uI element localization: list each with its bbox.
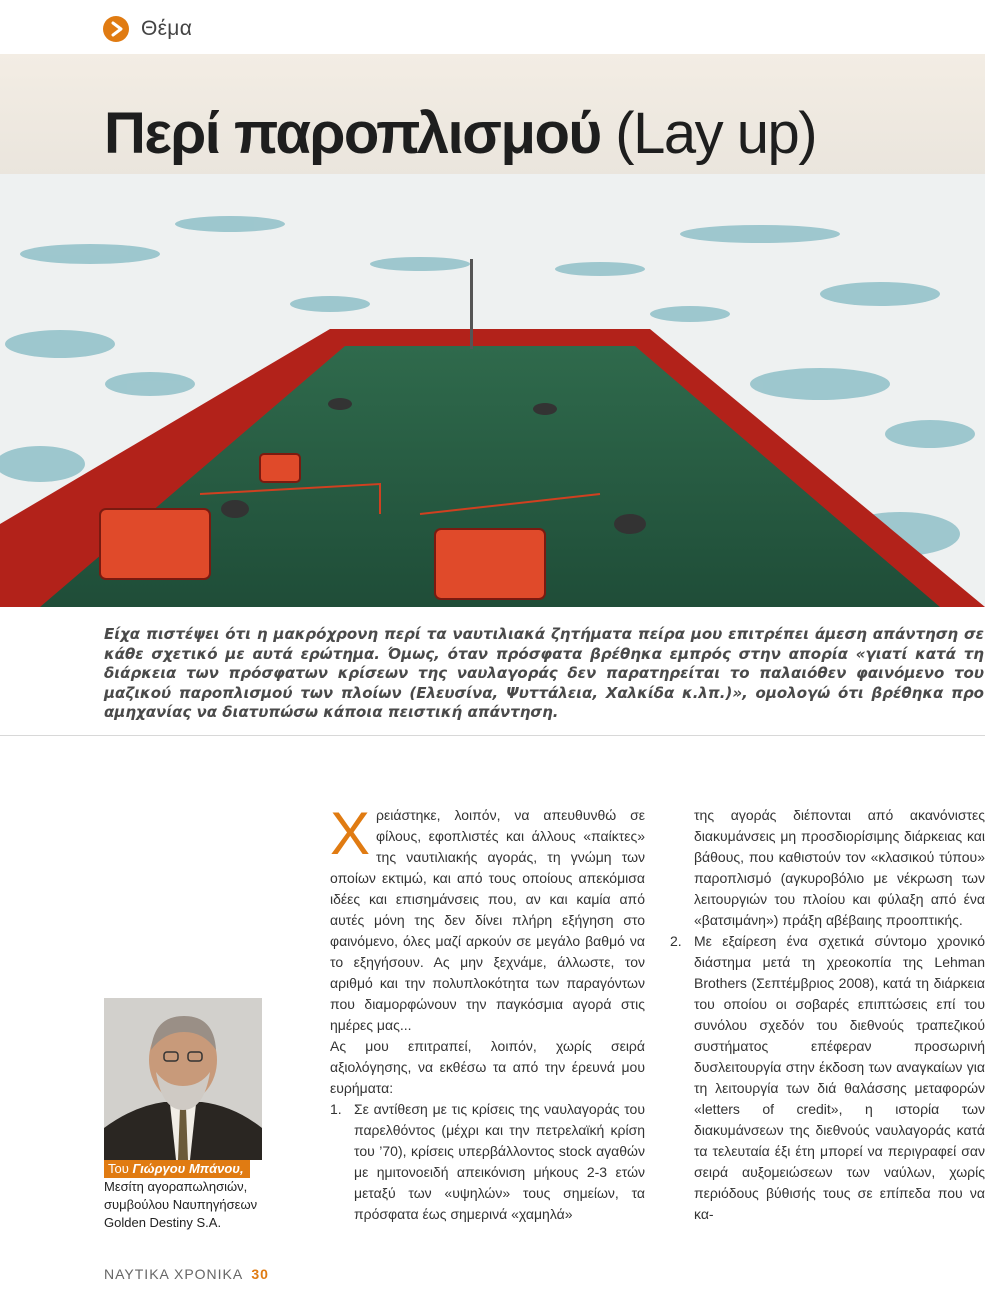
page-footer xyxy=(104,1266,269,1282)
body-paragraph-2: Ας μου επιτραπεί, λοιπόν, χωρίς σειρά αξιολόγησης, να εκθέσω τα από την έρευνά μου ευρήματα: xyxy=(330,1038,645,1096)
section-tag xyxy=(103,12,192,46)
list-item-1: 1. Σε αντίθεση με τις κρίσεις της ναυλαγοράς του παρελθόντος (μέχρι και την πετρελαϊκή κρίση του ’70), κρίσεις υπερβάλλοντος stock αγαθών με ημιτονοειδή απεικόνιση μήκους 2-3 ετών μεταξύ των «υψηλών» τους σημείων, τα πρόσφατα έως σημερινά «χαμηλά» xyxy=(330,1101,645,1222)
divider xyxy=(0,735,985,736)
author-role-line2: συμβούλου Ναυπηγήσεων xyxy=(104,1197,258,1212)
article-title xyxy=(104,100,816,167)
body-column-1 xyxy=(330,800,645,1225)
lead-paragraph: Είχα πιστέψει ότι η μακρόχρονη περί τα ναυτιλιακά ζητήματα πείρα μου επιτρέπει άμεση απάντηση σε κάθε σχετικό με αυτά ερώτημα. Όμως, όταν πρόσφατα βρέθηκα εμπρός στην απορία «γιατί κατά τη διάρκεια των πρόσφατων κρίσεων της ναυλαγοράς δεν παρατηρείται το παλαιόθεν φαινόμενο του μαζικού παροπλισμού των πλοίων (Ελευσίνα, Ψυττάλεια, Χαλκίδα κ.λπ.)», ομολογώ ότι βρέθηκα προ αμηχανίας να διατυπώσω κάποια πειστική απάντηση. xyxy=(104,625,984,721)
author-name: Γιώργου Μπάνου, xyxy=(132,1161,244,1176)
author-company: Golden Destiny S.A. xyxy=(104,1215,222,1230)
page-number: 30 xyxy=(251,1266,269,1282)
title-main: Περί παροπλισμού xyxy=(104,101,601,166)
body-column-2 xyxy=(670,805,985,1225)
author-photo xyxy=(104,998,262,1160)
title-sub: (Lay up) xyxy=(615,101,817,166)
section-label: Θέμα xyxy=(141,17,193,40)
body-paragraph-1: Χρειάστηκε, λοιπόν, να απευθυνθώ σε φίλους, εφοπλιστές και άλλους «παίκτες» της ναυτιλιακής αγοράς, τη γνώμη των οποίων εκτιμώ, και από τους οποίους απεκόμισα ιδέες και επισημάνσεις που, αν και καμία από αυτές μόνη της δεν δίνει πλήρη εξήγηση στο φαινόμενο, όλες μαζί αρκούν σε μεγάλο βαθμό να το εξηγήσουν. Ας μην ξεχνάμε, άλλωστε, τον αριθμό και την πολυπλοκότητα των παραγόντων που διαμορφώνουν την παγκόσμια αγορά στις ημέρες μας... xyxy=(330,800,645,1033)
drop-cap: Χ xyxy=(330,800,371,867)
list-item-2: 2. Με εξαίρεση ένα σχετικά σύντομο χρονικό διάστημα μετά τη χρεοκοπία της Lehman Brothers (Σεπτέμβριος 2008), κατά τη διάρκεια του οποίου οι σοβαρές επιπτώσεις επί του συνόλου σχεδόν του διεθνούς τραπεζικού συστήματος επέφεραν προσωρινή δυσλειτουργία στην έκδοση των αναγκαίων για τη λειτουργία των διά θαλάσσης μεταφορών «letters of credit», η ιστορία των διακυμάνσεων της διεθνούς ναυλαγοράς κατά τα τελευταία έξι έτη μπορεί να περιγραφεί σαν σειρά αυξομειώσεων των ναύλων, χωρίς περιόδους βύθισής τους σε επίπεδα που να κα- xyxy=(670,933,985,1222)
author-caption xyxy=(104,1160,304,1232)
author-byline: Του Γιώργου Μπάνου, xyxy=(104,1160,250,1178)
author-role-line1: Μεσίτη αγοραπωλησιών, xyxy=(104,1179,248,1194)
magazine-name: ΝΑΥΤΙΚΑ ΧΡΟΝΙΚΑ xyxy=(104,1266,243,1282)
list-item-1-continued: της αγοράς διέπονται από ακανόνιστες διακυμάνσεις μη προσδιορίσιμης διάρκειας και βάθους, που καθιστούν τον «κλασικού τύπου» παροπλισμό (αγκυροβόλιο με νέκρωση των λειτουργιών του πλοίου και φύλαξη από ένα «βατσιμάνη») πράξη αβέβαιης προοπτικής. xyxy=(694,807,985,928)
play-circle-icon xyxy=(103,16,129,42)
